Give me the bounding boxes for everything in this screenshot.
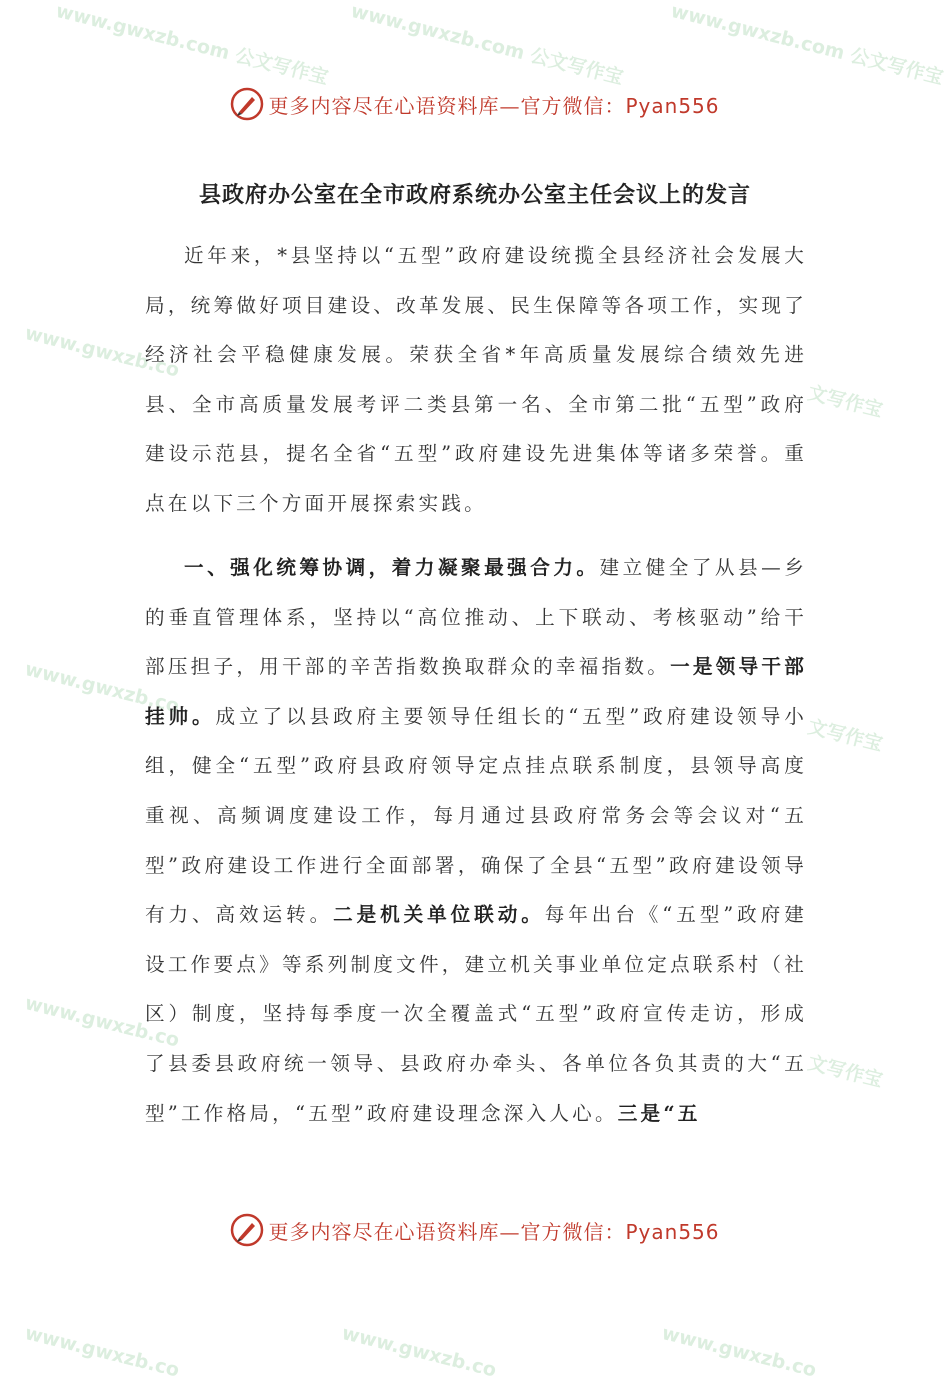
- watermark: www.gwxzb.co: [22, 992, 182, 1052]
- point-2-title: 二是机关单位联动。: [333, 903, 545, 927]
- watermark: www.gwxzb.com 公文写作宝: [348, 0, 626, 89]
- point-1-text: 成立了以县政府主要领导任组长的“五型”政府建设领导小组，健全“五型”政府县政府领导定点挂点联系制度，县领导高度重视、高频调度建设工作，每月通过县政府常务会等会议对“五型”政府建设工作进行全面部署，确保了全县“五型”政府建设领导有力、高效运转。: [145, 704, 807, 927]
- intro-paragraph: 近年来，*县坚持以“五型”政府建设统揽全县经济社会发展大局，统筹做好项目建设、改革发展、民生保障等各项工作，实现了经济社会平稳健康发展。荣获全省*年高质量发展综合绩效先进县、全市高质量发展考评二类县第一名、全市第二批“五型”政府建设示范县，提名全省“五型”政府建设先进集体等诸多荣誉。重点在以下三个方面开展探索实践。: [145, 244, 807, 515]
- watermark: www.gwxzb.co: [339, 1322, 499, 1382]
- watermark: 文写作宝: [805, 381, 885, 422]
- point-2-text: 每年出台《“五型”政府建设工作要点》等系列制度文件，建立机关事业单位定点联系村（社区）制度，坚持每季度一次全覆盖式“五型”政府宣传走访，形成了县委县政府统一领导、县政府办牵头、各单位各负其责的大“五型”工作格局，“五型”政府建设理念深入人心。: [145, 903, 807, 1125]
- watermark: www.gwxzb.co: [22, 658, 182, 718]
- document-title: 县政府办公室在全市政府系统办公室主任会议上的发言: [198, 182, 751, 208]
- section-1-heading: 一、强化统筹协调，着力凝聚最强合力。: [184, 556, 600, 579]
- watermark: www.gwxzb.co: [22, 1322, 182, 1382]
- watermark: www.gwxzb.co: [659, 1322, 819, 1382]
- banner-text: 更多内容尽在心语资料库—官方微信：Pyan556: [268, 1219, 720, 1244]
- pen-logo-icon: [230, 1213, 264, 1247]
- footer-banner: [0, 1210, 950, 1250]
- point-1-title: 一是领导干部挂帅。: [145, 655, 807, 728]
- section-1-paragraph: [145, 543, 807, 1138]
- header-banner: [0, 84, 950, 124]
- banner-text: 更多内容尽在心语资料库—官方微信：Pyan556: [268, 93, 720, 118]
- section-1-text: 建立健全了从县—乡的垂直管理体系，坚持以“高位推动、上下联动、考核驱动”给干部压担子，用干部的辛苦指数换取群众的幸福指数。: [145, 556, 807, 679]
- watermark: 文写作宝: [805, 715, 885, 756]
- watermark: www.gwxzb.co: [22, 322, 182, 382]
- watermark: www.gwxzb.com 公文写作宝: [668, 0, 946, 89]
- point-3-title: 三是“五: [617, 1101, 701, 1125]
- watermark: www.gwxzb.com 公文写作宝: [53, 0, 331, 89]
- watermark: 文写作宝: [805, 1051, 885, 1092]
- pen-logo-icon: [230, 87, 264, 121]
